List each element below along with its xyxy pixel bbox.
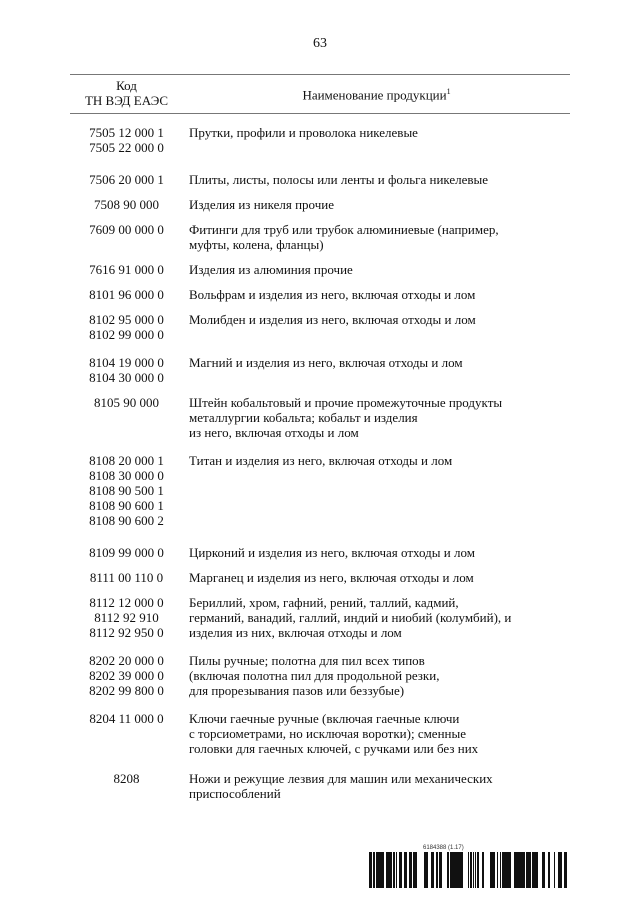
product-name [189, 222, 579, 252]
product-name-line: Марганец и изделия из него, включая отходы и лом [189, 570, 474, 585]
product-name-line: германий, ванадий, галлий, индий и ниобий (колумбий), и [189, 610, 512, 625]
tn-ved-code: 8202 39 000 0 [89, 668, 164, 683]
product-name [189, 287, 579, 302]
product-name-line: Плиты, листы, полосы или ленты и фольга никелевые [189, 172, 489, 187]
row-codes [70, 453, 183, 528]
tn-ved-code: 7505 22 000 0 [89, 140, 164, 155]
product-name-line: Фитинги для труб или трубок алюминиевые (например, [189, 222, 499, 237]
product-name [189, 595, 579, 640]
product-name-line: муфты, колена, фланцы) [189, 237, 324, 252]
product-name-line: металлургии кобальта; кобальт и изделия [189, 410, 418, 425]
tn-ved-code: 8104 30 000 0 [89, 370, 164, 385]
product-name-line: (включая полотна пил для продольной резки, [189, 668, 440, 683]
tn-ved-code: 8112 12 000 0 [89, 595, 164, 610]
tn-ved-code: 8108 20 000 1 [89, 453, 164, 468]
tn-ved-code: 8112 92 910 [94, 610, 159, 625]
tn-ved-code: 8104 19 000 0 [89, 355, 164, 370]
product-name-line: Вольфрам и изделия из него, включая отходы и лом [189, 287, 476, 302]
page-number: 63 [313, 36, 327, 51]
row-codes [70, 653, 183, 698]
product-name [189, 395, 579, 440]
product-name [189, 262, 579, 277]
tn-ved-code: 8108 90 600 1 [89, 498, 164, 513]
product-name-line: Изделия из никеля прочие [189, 197, 334, 212]
header-footnote-mark: 1 [446, 87, 451, 96]
row-codes [70, 125, 183, 155]
tn-ved-code: 7506 20 000 1 [89, 172, 164, 187]
product-name-line: Титан и изделия из него, включая отходы и лом [189, 453, 453, 468]
header-code [70, 78, 183, 108]
tn-ved-code: 8102 99 000 0 [89, 327, 164, 342]
tn-ved-code: 8109 99 000 0 [89, 545, 164, 560]
tn-ved-code: 8112 92 950 0 [89, 625, 164, 640]
row-codes [70, 711, 183, 726]
row-codes [70, 395, 183, 410]
tn-ved-code: 7616 91 000 0 [89, 262, 164, 277]
product-name-line: Ключи гаечные ручные (включая гаечные ключи [189, 711, 460, 726]
header-name [183, 87, 570, 103]
row-codes [70, 287, 183, 302]
tn-ved-code: 8108 90 500 1 [89, 483, 164, 498]
product-name [189, 355, 579, 370]
row-codes [70, 172, 183, 187]
row-codes [70, 197, 183, 212]
product-name-line: Магний и изделия из него, включая отходы и лом [189, 355, 463, 370]
table-header [70, 74, 570, 114]
product-name [189, 125, 579, 140]
product-name-line: головки для гаечных ключей, с ручками или без них [189, 741, 479, 756]
row-codes [70, 355, 183, 385]
tn-ved-code: 7508 90 000 [94, 197, 159, 212]
header-code-line1: Код [116, 78, 137, 93]
product-name-line: изделия из них, включая отходы и лом [189, 625, 402, 640]
tn-ved-code: 8202 99 800 0 [89, 683, 164, 698]
product-name-line: Молибден и изделия из него, включая отходы и лом [189, 312, 476, 327]
product-name-line: с торсиометрами, но исключая воротки); сменные [189, 726, 466, 741]
row-codes [70, 262, 183, 277]
product-name [189, 172, 579, 187]
product-name-line: для прорезывания пазов или беззубые) [189, 683, 405, 698]
tn-ved-code: 8108 90 600 2 [89, 513, 164, 528]
tn-ved-code: 8108 30 000 0 [89, 468, 164, 483]
tn-ved-code: 8202 20 000 0 [89, 653, 164, 668]
header-name-text: Наименование продукции [302, 87, 447, 103]
product-name-line: приспособлений [189, 786, 281, 801]
product-name-line: Изделия из алюминия прочие [189, 262, 353, 277]
tn-ved-code: 8101 96 000 0 [89, 287, 164, 302]
product-name-line: Ножи и режущие лезвия для машин или механических [189, 771, 493, 786]
tn-ved-code: 8102 95 000 0 [89, 312, 164, 327]
barcode-label: 6184388 (1.17) [423, 845, 464, 851]
tn-ved-code: 7609 00 000 0 [89, 222, 164, 237]
tn-ved-code: 8208 [113, 771, 140, 786]
tn-ved-code: 8111 00 110 0 [89, 570, 164, 585]
product-name-line: Прутки, профили и проволока никелевые [189, 125, 418, 140]
product-name [189, 197, 579, 212]
barcode-graphic [369, 852, 569, 888]
product-name [189, 570, 579, 585]
row-codes [70, 570, 183, 585]
row-codes [70, 222, 183, 237]
product-name-line: из него, включая отходы и лом [189, 425, 359, 440]
product-name [189, 771, 579, 801]
tn-ved-code: 8204 11 000 0 [89, 711, 164, 726]
product-name-line: Пилы ручные; полотна для пил всех типов [189, 653, 425, 668]
product-name [189, 545, 579, 560]
tn-ved-code: 8105 90 000 [94, 395, 159, 410]
product-name [189, 711, 579, 756]
tn-ved-code: 7505 12 000 1 [89, 125, 164, 140]
product-name-line: Цирконий и изделия из него, включая отходы и лом [189, 545, 475, 560]
product-name [189, 653, 579, 698]
row-codes [70, 771, 183, 786]
row-codes [70, 595, 183, 640]
product-name [189, 453, 579, 468]
product-name [189, 312, 579, 327]
product-name-line: Бериллий, хром, гафний, рений, таллий, кадмий, [189, 595, 459, 610]
header-code-line2: ТН ВЭД ЕАЭС [84, 93, 169, 108]
row-codes [70, 312, 183, 342]
product-name-line: Штейн кобальтовый и прочие промежуточные продукты [189, 395, 503, 410]
row-codes [70, 545, 183, 560]
